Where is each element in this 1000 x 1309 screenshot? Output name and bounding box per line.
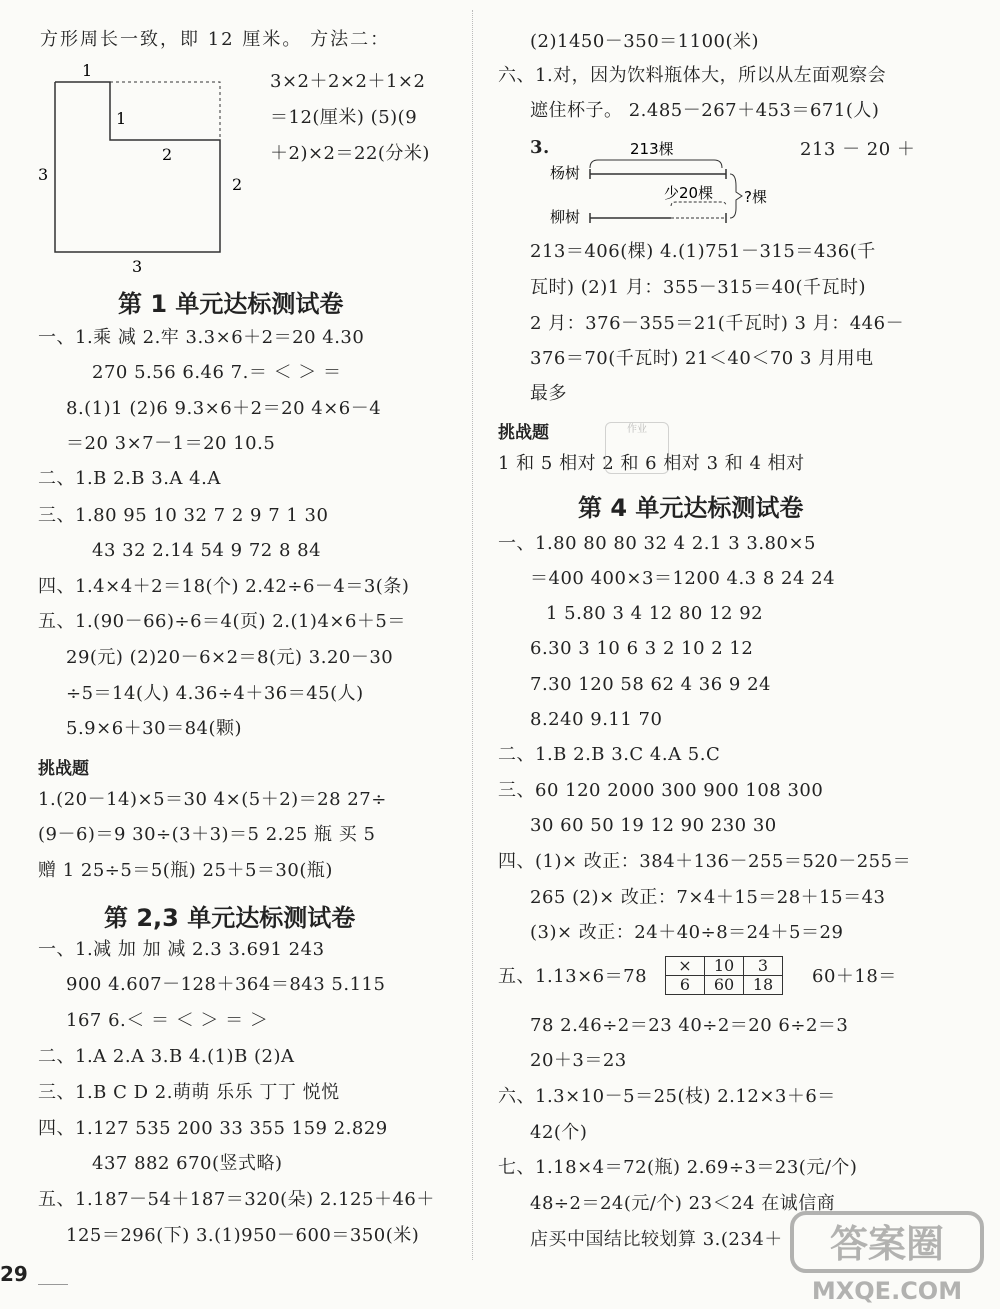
text-line: (3)× 改正：24＋40÷8＝24＋5＝29 [530, 922, 844, 943]
text-line: 三、60 120 2000 300 900 108 300 [498, 780, 824, 801]
text-line: 五、1.187－54＋187＝320(朵) 2.125＋46＋ [38, 1189, 435, 1210]
text-line: 42(个) [530, 1122, 588, 1143]
watermark-logo [772, 1205, 992, 1305]
text-line: 赠 1 25÷5＝5(瓶) 25＋5＝30(瓶) [38, 860, 333, 881]
section-title: 第 1 单元达标测试卷 [118, 290, 344, 318]
text-line: 167 6.＜ ＝ ＜ ＞ ＝ ＞ [66, 1010, 269, 1031]
text-line: 125＝296(下) 3.(1)950－600＝350(米) [66, 1225, 420, 1246]
figure-label: 1 [116, 109, 127, 128]
text-line: 三、1.B C D 2.萌萌 乐乐 丁丁 悦悦 [38, 1082, 340, 1103]
text-line: 213＝406(棵) 4.(1)751－315＝436(千 [530, 241, 876, 262]
text-line: 六、1.对，因为饮料瓶体大，所以从左面观察会 [498, 65, 887, 86]
diagram-label: 柳树 [550, 208, 581, 226]
text-line: 5.9×6＋30＝84(颗) [66, 718, 243, 739]
text-line: 437 882 670(竖式略) [92, 1153, 283, 1174]
table-cell: × [666, 957, 705, 976]
table-cell: 6 [666, 976, 705, 995]
text-line: 8.(1)1 (2)6 9.3×6＋2＝20 4×6－4 [66, 398, 382, 419]
text-line: 二、1.B 2.B 3.C 4.A 5.C [498, 744, 721, 765]
text-line: 43 32 2.14 54 9 72 8 84 [92, 540, 322, 561]
text-line: (9－6)＝9 30÷(3＋3)＝5 2.25 瓶 买 5 [38, 824, 376, 845]
text-line: 六、1.3×10－5＝25(枝) 2.12×3＋6＝ [498, 1086, 836, 1107]
svg-text:MXQE.COM: MXQE.COM [811, 1277, 963, 1305]
text-line: (2)1450－350＝1100(米) [530, 31, 760, 52]
diagram-label: 杨树 [550, 164, 581, 182]
text-line: 6.30 3 10 6 3 2 10 2 12 [530, 638, 754, 659]
text-line: 一、1.80 80 80 32 4 2.1 3 3.80×5 [498, 533, 816, 554]
text-line: 一、1.乘 减 2.牢 3.3×6＋2＝20 4.30 [38, 327, 365, 348]
text-line: 二、1.B 2.B 3.A 4.A [38, 468, 221, 489]
text-line: 一、1.减 加 加 减 2.3 3.691 243 [38, 939, 325, 960]
text-line: 7.30 120 58 62 4 36 9 24 [530, 674, 772, 695]
text-line: 265 (2)× 改正：7×4＋15＝28＋15＝43 [530, 887, 886, 908]
text-line: 1.(20－14)×5＝30 4×(5＋2)＝28 27÷ [38, 789, 387, 810]
stamp-text: 作业 [627, 424, 647, 435]
text-line: 2 月：376－355＝21(千瓦时) 3 月：446－ [530, 313, 905, 334]
tree-diagram [546, 136, 786, 236]
table-cell: 18 [744, 976, 783, 995]
text-line: 店买中国结比较划算 3.(234＋ [530, 1229, 783, 1250]
text-line: ＝12(厘米) (5)(9 [270, 107, 418, 128]
text-line: 1 5.80 3 4 12 80 12 92 [546, 603, 764, 624]
text-line: 3×2＋2×2＋1×2 [270, 71, 426, 92]
text-line: 29(元) (2)20－6×2＝8(元) 3.20－30 [66, 647, 394, 668]
text-line: 四、(1)× 改正：384＋136－255＝520－255＝ [498, 851, 912, 872]
text-line: 30 60 50 19 12 90 230 30 [530, 815, 777, 836]
text-line: ＋2)×2＝22(分米) [270, 143, 430, 164]
text-line: 方形周长一致，即 12 厘米。 方法二： [40, 29, 391, 50]
text-line: 1 和 5 相对 2 和 6 相对 3 和 4 相对 [498, 453, 805, 474]
text-line: 20＋3＝23 [530, 1050, 627, 1071]
text-line: 四、1.4×4＋2＝18(个) 2.42÷6－4＝3(条) [38, 576, 410, 597]
diagram-label: 少20棵 [664, 184, 714, 202]
table-row [666, 976, 783, 995]
column-divider [472, 10, 473, 1260]
figure-label: 2 [162, 145, 173, 164]
text-line: 五、1.(90－66)÷6＝4(页) 2.(1)4×6＋5＝ [38, 611, 406, 632]
text-line: 七、1.18×4＝72(瓶) 2.69÷3＝23(元/个) [498, 1157, 858, 1178]
text-line: 四、1.127 535 200 33 355 159 2.829 [38, 1118, 388, 1139]
text-line: 遮住杯子。 2.485－267＋453＝671(人) [530, 100, 880, 121]
text-line: 二、1.A 2.A 3.B 4.(1)B (2)A [38, 1046, 295, 1067]
diagram-label: 213棵 [630, 140, 674, 158]
text-line: 60＋18＝ [812, 966, 897, 987]
figure-label: 3 [38, 165, 49, 184]
text-line: 五、1.13×6＝78 [498, 966, 648, 987]
table-row [666, 957, 783, 976]
diagram-label: ?棵 [744, 188, 767, 206]
section-title: 第 2,3 单元达标测试卷 [104, 904, 356, 932]
text-line: 48÷2＝24(元/个) 23＜24 在诚信商 [530, 1193, 836, 1214]
multiplication-table [665, 956, 783, 995]
page-number-rule [38, 1284, 68, 1285]
text-line: 三、1.80 95 10 32 7 2 9 7 1 30 [38, 505, 329, 526]
question-number: 3. [530, 137, 550, 158]
figure-label: 1 [82, 61, 93, 80]
text-line: ÷5＝14(人) 4.36÷4＋36＝45(人) [66, 683, 364, 704]
text-line: 213 － 20 ＋ [800, 139, 916, 160]
figure-label: 3 [132, 257, 143, 275]
text-line: 900 4.607－128＋364＝843 5.115 [66, 974, 386, 995]
section-title: 第 4 单元达标测试卷 [578, 494, 804, 522]
table-cell: 10 [705, 957, 744, 976]
text-line: 270 5.56 6.46 7.＝ ＜ ＞ ＝ [92, 362, 342, 383]
text-line: ＝400 400×3＝1200 4.3 8 24 24 [530, 568, 836, 589]
text-line: 瓦时) (2)1 月：355－315＝40(千瓦时) [530, 277, 867, 298]
text-line: 376＝70(千瓦时) 21＜40＜70 3 月用电 [530, 348, 874, 369]
rectangle-figure [30, 60, 250, 275]
challenge-heading: 挑战题 [38, 759, 89, 779]
text-line: 最多 [530, 383, 567, 404]
text-line: ＝20 3×7－1＝20 10.5 [66, 433, 276, 454]
table-cell: 60 [705, 976, 744, 995]
figure-label: 2 [232, 175, 243, 194]
svg-text:答案圈: 答案圈 [829, 1222, 945, 1266]
stamp-mark [605, 422, 669, 474]
table-cell: 3 [744, 957, 783, 976]
page-number: 29 [0, 1262, 28, 1286]
text-line: 78 2.46÷2＝23 40÷2＝20 6÷2＝3 [530, 1015, 849, 1036]
challenge-heading: 挑战题 [498, 423, 549, 443]
text-line: 8.240 9.11 70 [530, 709, 663, 730]
